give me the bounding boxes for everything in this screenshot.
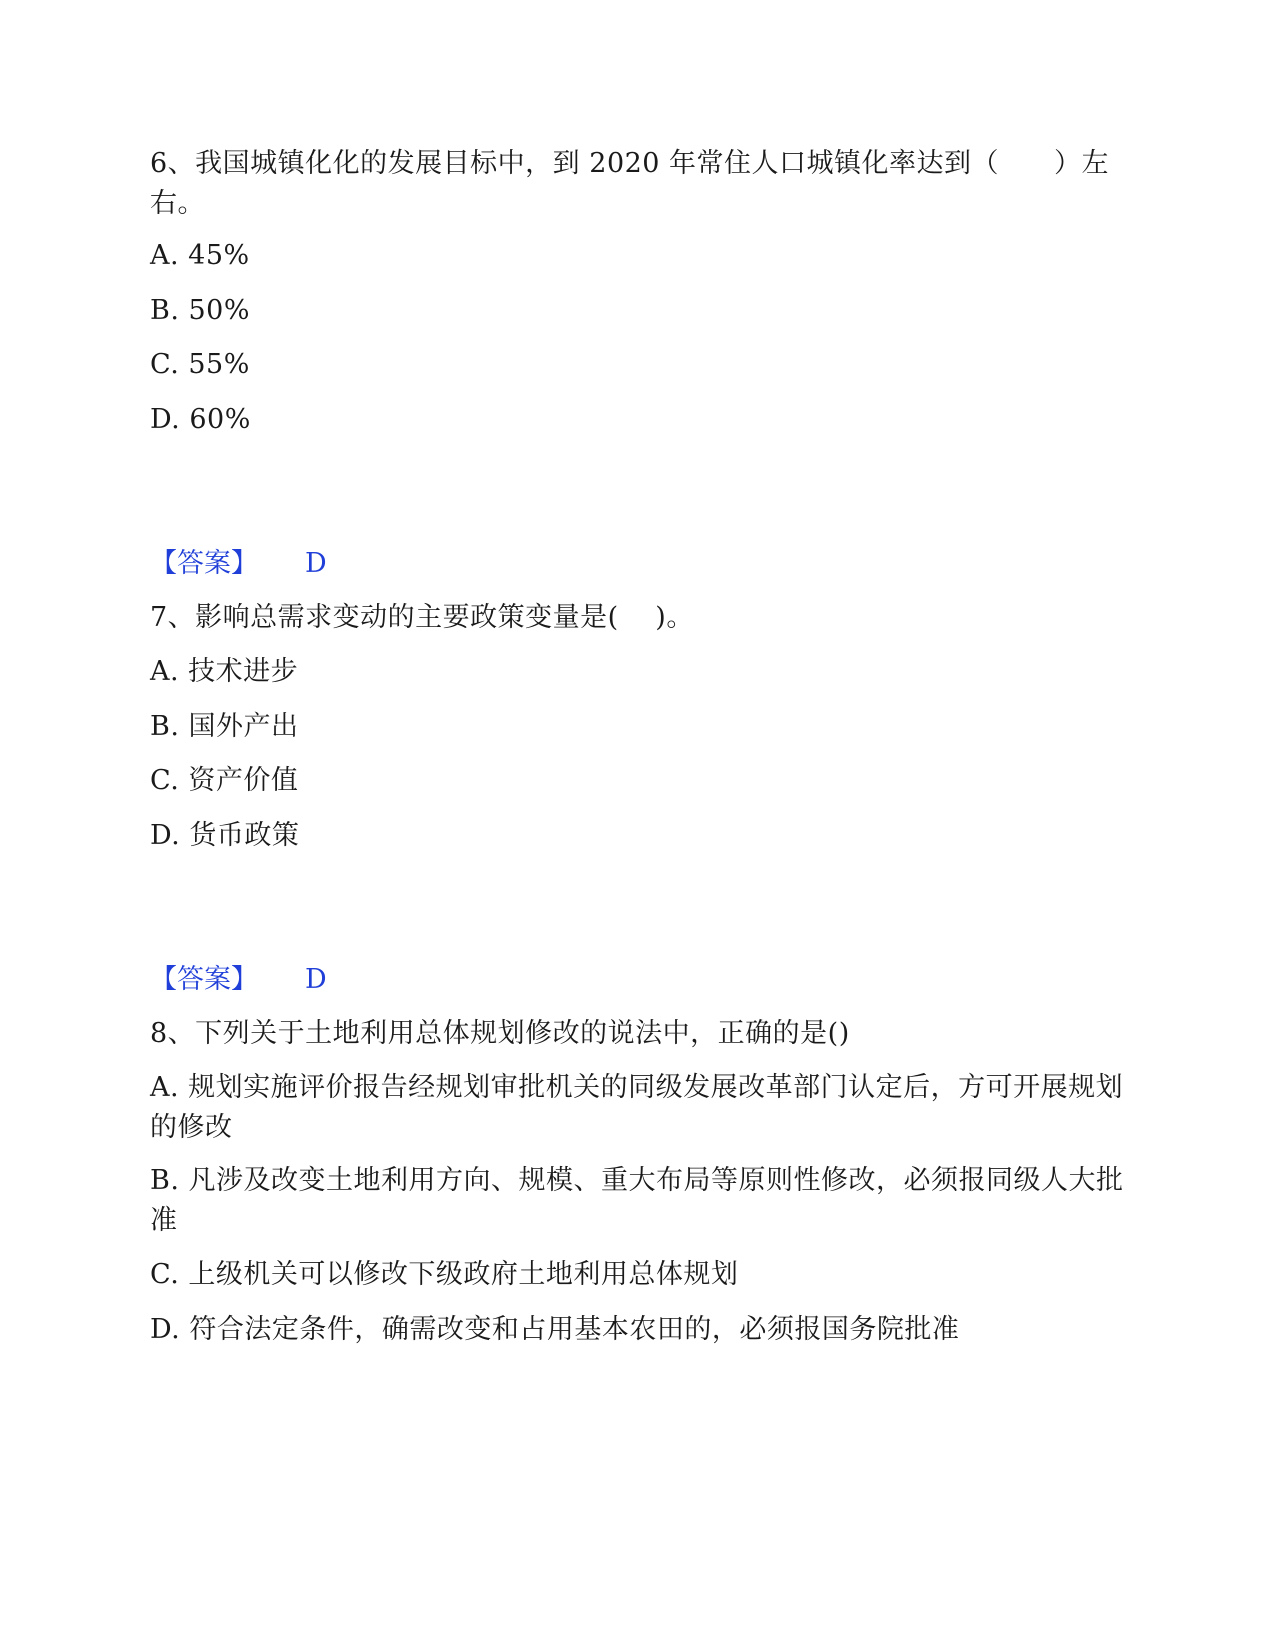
option-text: A. 技术进步 (150, 656, 299, 687)
option-text: C. 上级机关可以修改下级政府土地利用总体规划 (150, 1259, 739, 1290)
option-text: C. 55% (150, 349, 250, 380)
option-text: C. 资产价值 (150, 765, 299, 796)
option-c (150, 1255, 1125, 1295)
question-7 (150, 598, 1125, 638)
question-stem: 6、我国城镇化化的发展目标中，到 2020 年常住人口城镇化率达到（ ）左右。 (150, 148, 1110, 219)
question-stem: 8、下列关于土地利用总体规划修改的说法中，正确的是() (150, 1018, 850, 1049)
option-text: D. 符合法定条件，确需改变和占用基本农田的，必须报国务院批准 (150, 1314, 960, 1345)
question-8 (150, 1014, 1125, 1054)
question-stem: 7、影响总需求变动的主要政策变量是( )。 (150, 602, 694, 633)
option-b (150, 707, 1125, 747)
option-text: B. 国外产出 (150, 711, 299, 742)
option-text: A. 规划实施评价报告经规划审批机关的同级发展改革部门认定后，方可开展规划的修改 (150, 1072, 1124, 1143)
option-b (150, 1161, 1125, 1241)
option-text: D. 货币政策 (150, 820, 300, 851)
option-c (150, 761, 1125, 801)
answer-6 (150, 544, 1125, 584)
option-c (150, 345, 1125, 385)
option-text: B. 凡涉及改变土地利用方向、规模、重大布局等原则性修改，必须报同级人大批准 (150, 1165, 1124, 1236)
option-b (150, 291, 1125, 331)
question-6 (150, 144, 1125, 224)
option-d (150, 816, 1125, 856)
answer-label: 【答案】 (150, 548, 258, 579)
option-a (150, 1068, 1125, 1148)
option-a (150, 236, 1125, 276)
option-text: A. 45% (150, 240, 250, 271)
option-text: D. 60% (150, 404, 251, 435)
option-d (150, 1310, 1125, 1350)
option-d (150, 400, 1125, 440)
answer-value: D (305, 964, 327, 995)
answer-7 (150, 960, 1125, 1000)
option-text: B. 50% (150, 295, 251, 326)
option-a (150, 652, 1125, 692)
answer-value: D (305, 548, 327, 579)
answer-label: 【答案】 (150, 964, 258, 995)
